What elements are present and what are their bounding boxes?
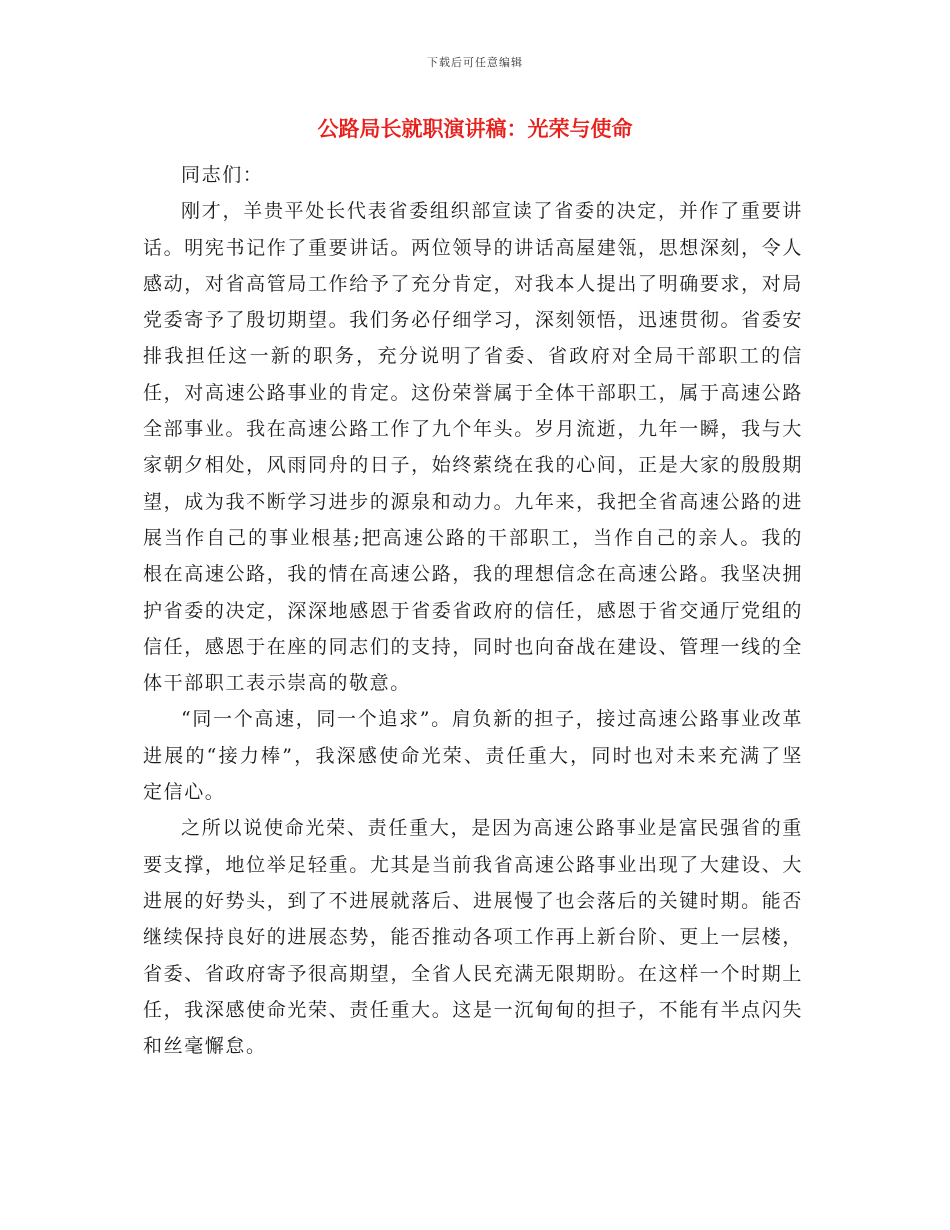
document-body — [143, 157, 803, 1064]
body-paragraph: 刚才，羊贵平处长代表省委组织部宣读了省委的决定，并作了重要讲话。明宪书记作了重要讲话。两位领导的讲话高屋建瓴，思想深刻，令人感动，对省高管局工作给予了充分肯定，对我本人提出了明确要求，对局党委寄予了殷切期望。我们务必仔细学习，深刻领悟，迅速贯彻。省委安排我担任这一新的职务，充分说明了省委、省政府对全局干部职工的信任，对高速公路事业的肯定。这份荣誉属于全体干部职工，属于高速公路全部事业。我在高速公路工作了九个年头。岁月流逝，九年一瞬，我与大家朝夕相处，风雨同舟的日子，始终萦绕在我的心间，正是大家的殷殷期望，成为我不断学习进步的源泉和动力。九年来，我把全省高速公路的进展当作自己的事业根基;把高速公路的干部职工，当作自己的亲人。我的根在高速公路，我的情在高速公路，我的理想信念在高速公路。我坚决拥护省委的决定，深深地感恩于省委省政府的信任，感恩于省交通厅党组的信任，感恩于在座的同志们的支持，同时也向奋战在建设、管理一线的全体干部职工表示崇高的敬意。 — [143, 200, 803, 695]
body-paragraph: 之所以说使命光荣、责任重大，是因为高速公路事业是富民强省的重要支撑，地位举足轻重。尤其是当前我省高速公路事业出现了大建设、大进展的好势头，到了不进展就落后、进展慢了也会落后的关键时期。能否继续保持良好的进展态势，能否推动各项工作再上新台阶、更上一层楼，省委、省政府寄予很高期望，全省人民充满无限期盼。在这样一个时期上任，我深感使命光荣、责任重大。这是一沉甸甸的担子，不能有半点闪失和丝毫懈怠。 — [143, 817, 803, 1058]
header-note: 下载后可任意编辑 — [427, 56, 523, 69]
document-title: 公路局长就职演讲稿：光荣与使命 — [317, 117, 633, 141]
salutation-paragraph: 同志们： — [181, 164, 264, 186]
body-paragraph: “同一个高速，同一个追求”。肩负新的担子，接过高速公路事业改革进展的“接力棒”，我深感使命光荣、责任重大，同时也对未来充满了坚定信心。 — [143, 708, 803, 804]
